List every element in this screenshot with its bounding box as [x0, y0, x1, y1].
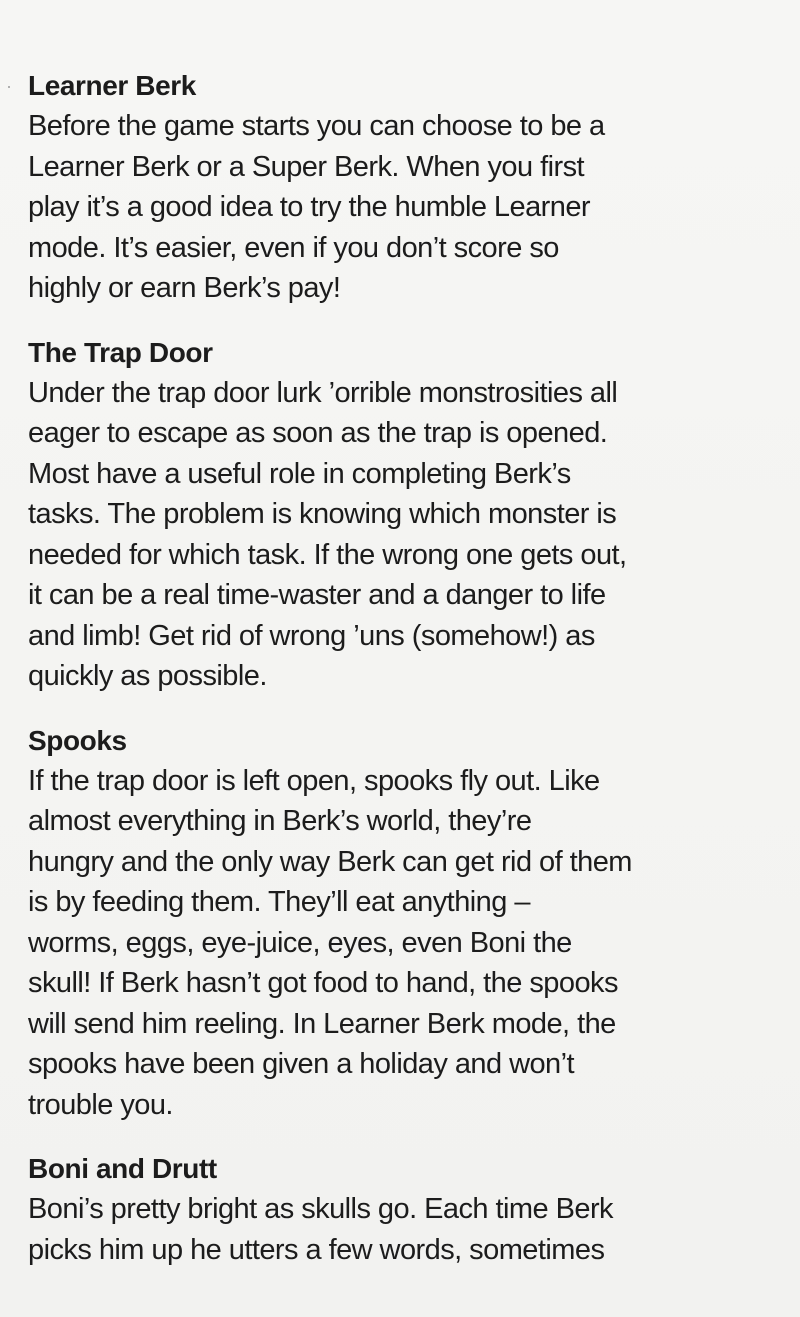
paragraph-line: tasks. The problem is knowing which monster is: [28, 498, 617, 530]
section-heading: Boni and Drutt: [28, 1153, 217, 1184]
section-spooks: [28, 721, 788, 1126]
section-heading: The Trap Door: [28, 336, 213, 368]
paragraph-line: needed for which task. If the wrong one gets out,: [28, 538, 627, 571]
paragraph-line: play it’s a good idea to try the humble Learner: [28, 191, 591, 223]
paragraph-line: If the trap door is left open, spooks fly out. Like: [28, 764, 600, 797]
paragraph-line: Most have a useful role in completing Berk’s: [28, 457, 571, 490]
paragraph-line: quickly as possible.: [28, 660, 267, 692]
paragraph-line: eager to escape as soon as the trap is opened.: [28, 417, 608, 449]
manual-text: [28, 66, 788, 1294]
paragraph-line: Under the trap door lurk ’orrible monstrosities all: [28, 376, 618, 409]
margin-mark: [8, 86, 10, 88]
section-trap-door: [28, 333, 788, 697]
paragraph-line: Before the game starts you can choose to be a: [28, 110, 605, 142]
paragraph-line: Boni’s pretty bright as skulls go. Each time Berk: [28, 1193, 614, 1225]
paragraph-line: mode. It’s easier, even if you don’t score so: [28, 231, 559, 264]
paragraph-line: will send him reeling. In Learner Berk mode, the: [28, 1007, 616, 1040]
paragraph-line: skull! If Berk hasn’t got food to hand, the spooks: [28, 967, 618, 999]
paragraph-line: highly or earn Berk’s pay!: [28, 272, 341, 304]
paragraph-line: almost everything in Berk’s world, they’re: [28, 805, 532, 837]
paragraph-line: is by feeding them. They’ll eat anything –: [28, 886, 530, 918]
paragraph-line: trouble you.: [28, 1088, 173, 1121]
section-heading: Spooks: [28, 724, 127, 756]
paragraph-line: and limb! Get rid of wrong ’uns (somehow!) as: [28, 619, 595, 652]
paragraph-line: it can be a real time-waster and a danger to life: [28, 579, 606, 611]
paragraph-line: hungry and the only way Berk can get rid of them: [28, 845, 632, 878]
paragraph-line: worms, eggs, eye-juice, eyes, even Boni the: [28, 926, 572, 959]
section-boni-and-drutt: [28, 1149, 788, 1270]
paragraph-line: Learner Berk or a Super Berk. When you first: [28, 150, 585, 183]
section-learner-berk: [28, 66, 788, 309]
paragraph-line: picks him up he utters a few words, sometimes: [28, 1233, 605, 1266]
section-heading: Learner Berk: [28, 70, 196, 101]
paragraph-line: spooks have been given a holiday and won’t: [28, 1048, 575, 1080]
